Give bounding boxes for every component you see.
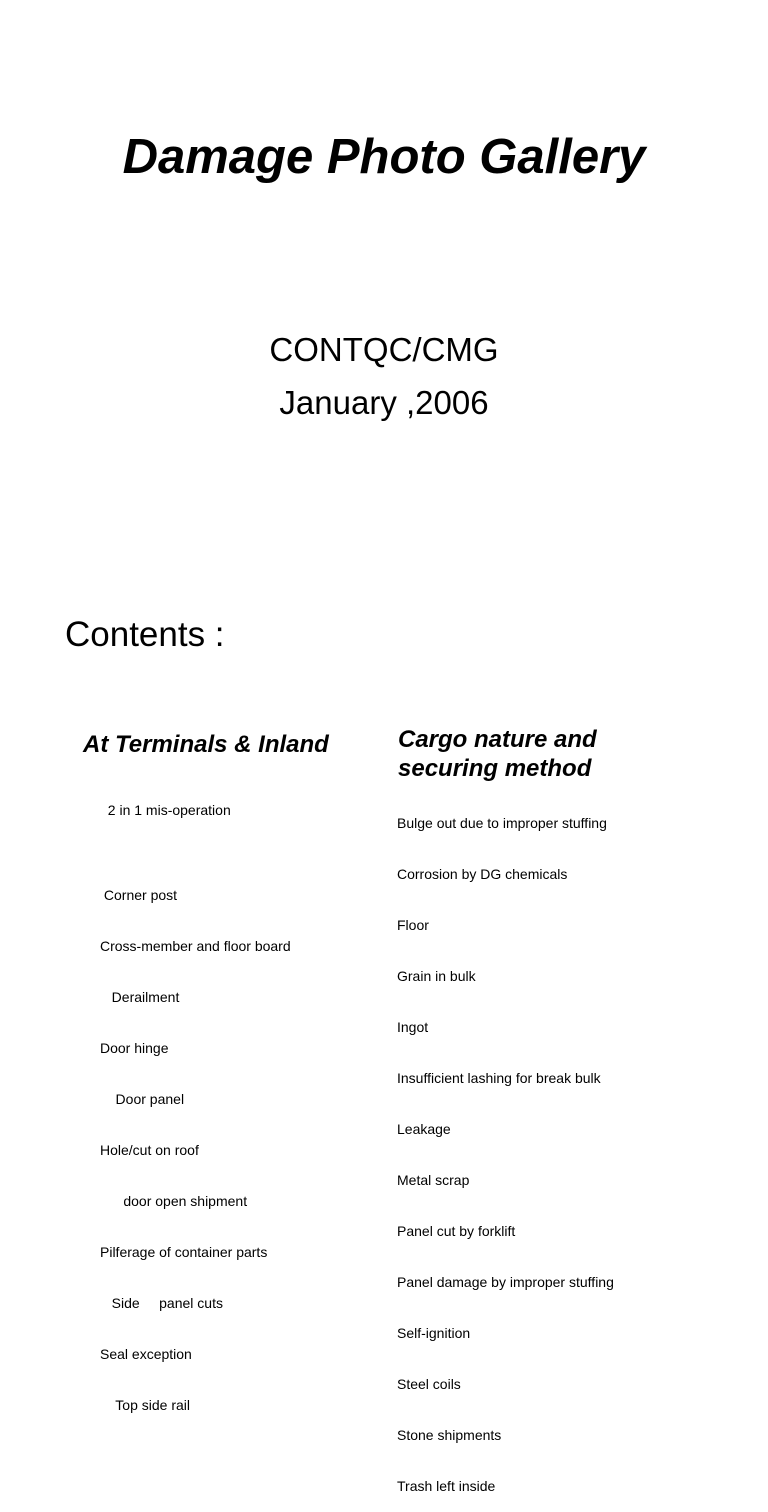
- list-item: Insufficient lashing for break bulk: [397, 1070, 601, 1086]
- list-item: Hole/cut on roof: [100, 1142, 199, 1158]
- list-item: Panel cut by forklift: [397, 1223, 516, 1239]
- list-item: Cross-member and floor board: [100, 938, 291, 954]
- list-item: Stone shipments: [397, 1427, 502, 1443]
- list-item: Pilferage of container parts: [100, 1244, 268, 1260]
- list-item: Seal exception: [100, 1346, 192, 1362]
- list-item: Top side rail: [100, 1397, 191, 1413]
- list-item: Panel damage by improper stuffing: [397, 1274, 614, 1290]
- list-item: Floor: [397, 917, 429, 933]
- cargo-list: [397, 781, 614, 1512]
- list-item: Side panel cuts: [100, 1295, 223, 1311]
- list-item: Metal scrap: [397, 1172, 470, 1188]
- section-heading-terminals: At Terminals & Inland: [83, 731, 329, 758]
- list-item: Ingot: [397, 1019, 429, 1035]
- date-label: January ,2006: [279, 384, 489, 421]
- contents-heading: Contents :: [65, 615, 225, 654]
- list-item: Steel coils: [397, 1376, 461, 1392]
- section-heading-cargo-line2: securing method: [398, 755, 592, 782]
- list-item: Trash left inside: [397, 1478, 496, 1494]
- list-item: Corner post: [100, 887, 178, 903]
- list-item: Door panel: [100, 1091, 185, 1107]
- list-item: 2 in 1 mis-operation: [100, 802, 231, 818]
- section-heading-cargo-line1: Cargo nature and: [398, 726, 597, 753]
- list-item: Derailment: [100, 989, 180, 1005]
- list-item: Grain in bulk: [397, 968, 476, 984]
- list-item: Door hinge: [100, 1040, 169, 1056]
- terminals-list: [100, 768, 291, 1431]
- list-item: Leakage: [397, 1121, 451, 1137]
- list-item: Corrosion by DG chemicals: [397, 866, 568, 882]
- list-item: door open shipment: [100, 1193, 248, 1209]
- page-title: Damage Photo Gallery: [122, 130, 646, 184]
- organization-label: CONTQC/CMG: [269, 331, 499, 368]
- list-item: Self-ignition: [397, 1325, 471, 1341]
- section-heading-cargo: [398, 725, 597, 783]
- list-item: Bulge out due to improper stuffing: [397, 815, 607, 831]
